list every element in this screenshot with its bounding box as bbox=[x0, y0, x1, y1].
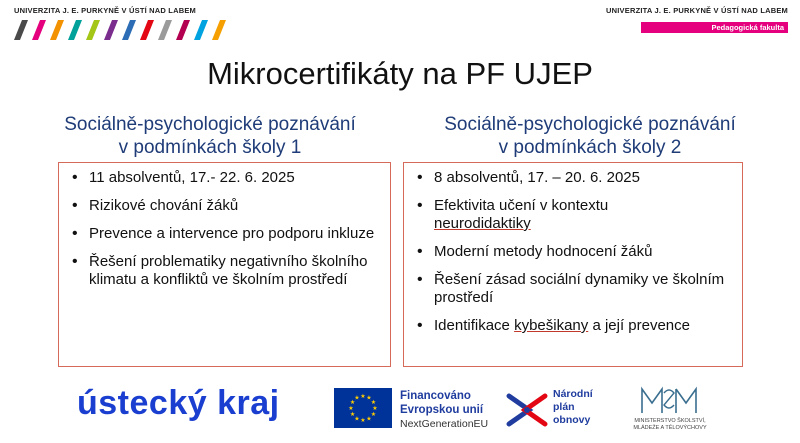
eu-star-icon: ★ bbox=[354, 416, 360, 423]
eu-line-3: NextGenerationEU bbox=[400, 418, 489, 430]
npo-text bbox=[553, 388, 593, 427]
faculty-name: Pedagogická fakulta bbox=[641, 22, 788, 33]
msmt-letter-mt bbox=[676, 389, 696, 413]
logo-stripe bbox=[68, 20, 82, 40]
logo-stripe bbox=[14, 20, 28, 40]
list-item: • Řešení problematiky negativního školního klimatu a konfliktů ve školním prostředí bbox=[89, 253, 382, 289]
msmt-text bbox=[610, 418, 730, 432]
eu-star-icon: ★ bbox=[360, 394, 366, 400]
eu-line-2: Evropskou unií bbox=[400, 404, 484, 416]
list-item: • 11 absolventů, 17.- 22. 6. 2025 bbox=[89, 169, 382, 187]
eu-funding-text bbox=[400, 389, 488, 431]
npo-line-3: obnovy bbox=[553, 414, 591, 426]
eu-star-icon: ★ bbox=[366, 395, 372, 402]
logo-stripe bbox=[194, 20, 208, 40]
msmt-letter-s bbox=[664, 390, 674, 408]
logo-stripe bbox=[32, 20, 46, 40]
eu-flag-icon bbox=[334, 388, 392, 428]
logo-stripe bbox=[212, 20, 226, 40]
logo-stripe bbox=[176, 20, 190, 40]
underlined-term: kybešikany bbox=[514, 317, 589, 334]
npo-line-1: Národní bbox=[553, 388, 593, 400]
logo-stripe bbox=[140, 20, 154, 40]
university-logo-left bbox=[10, 6, 250, 46]
column-1-subtitle bbox=[30, 113, 390, 159]
eu-star-icon: ★ bbox=[372, 406, 378, 412]
column-1-subtitle-line-2: v podmínkách školy 1 bbox=[118, 137, 302, 158]
eu-star-icon: ★ bbox=[370, 412, 377, 418]
list-item: • Řešení zásad sociální dynamiky ve školním prostředí bbox=[434, 271, 734, 307]
university-name-right: UNIVERZITA J. E. PURKYNĚ V ÚSTÍ NAD LABEM bbox=[606, 6, 788, 15]
msmt-letter-m bbox=[642, 389, 662, 413]
logo-stripe bbox=[50, 20, 64, 40]
faculty-logo-right bbox=[590, 6, 790, 46]
university-name-left: UNIVERZITA J. E. PURKYNĚ V ÚSTÍ NAD LABEM bbox=[14, 6, 196, 15]
npo-logo-icon bbox=[503, 388, 551, 432]
column-1-box bbox=[58, 162, 391, 367]
eu-star-icon: ★ bbox=[349, 400, 356, 406]
column-1-subtitle-line-1: Sociálně-psychologické poznávání bbox=[64, 114, 356, 135]
university-stripes-left bbox=[14, 20, 244, 42]
list-item: • Prevence a intervence pro podporu inkluze bbox=[89, 225, 382, 243]
list-item: • Rizikové chování žáků bbox=[89, 197, 382, 215]
list-item-text: Efektivita učení v kontextu bbox=[434, 197, 609, 214]
eu-star-icon: ★ bbox=[349, 412, 356, 418]
list-item bbox=[434, 197, 734, 233]
npo-line-2: plán bbox=[553, 401, 575, 413]
column-2-subtitle-line-2: v podmínkách školy 2 bbox=[498, 137, 682, 158]
logo-stripe bbox=[122, 20, 136, 40]
column-2-subtitle bbox=[410, 113, 770, 159]
list-item: • Moderní metody hodnocení žáků bbox=[434, 243, 734, 261]
column-2-box bbox=[403, 162, 743, 367]
eu-star-icon: ★ bbox=[360, 418, 366, 424]
list-item-text: Identifikace bbox=[434, 317, 510, 334]
msmt-logo-icon bbox=[636, 383, 702, 417]
eu-star-icon: ★ bbox=[354, 395, 360, 402]
eu-line-1: Financováno bbox=[400, 390, 471, 402]
eu-star-icon: ★ bbox=[366, 416, 372, 423]
logo-stripe bbox=[158, 20, 172, 40]
eu-star-icon: ★ bbox=[370, 400, 377, 406]
column-2-list bbox=[404, 163, 742, 335]
underlined-term: neurodidaktiky bbox=[434, 215, 531, 232]
list-item-text: a její prevence bbox=[592, 317, 690, 334]
column-2-subtitle-line-1: Sociálně-psychologické poznávání bbox=[444, 114, 736, 135]
eu-star-icon: ★ bbox=[348, 406, 354, 412]
slide-title: Mikrocertifikáty na PF UJEP bbox=[207, 56, 593, 91]
list-item: • 8 absolventů, 17. – 20. 6. 2025 bbox=[434, 169, 734, 187]
msmt-line-1: MINISTERSTVO ŠKOLSTVÍ, bbox=[634, 418, 706, 424]
logo-stripe bbox=[86, 20, 100, 40]
msmt-line-2: MLÁDEŽE A TĚLOVÝCHOVY bbox=[633, 425, 707, 431]
region-logo: ústecký kraj bbox=[77, 384, 280, 422]
list-item bbox=[434, 317, 734, 335]
column-1-list bbox=[59, 163, 390, 289]
npo-center-dot bbox=[524, 407, 530, 413]
logo-stripe bbox=[104, 20, 118, 40]
